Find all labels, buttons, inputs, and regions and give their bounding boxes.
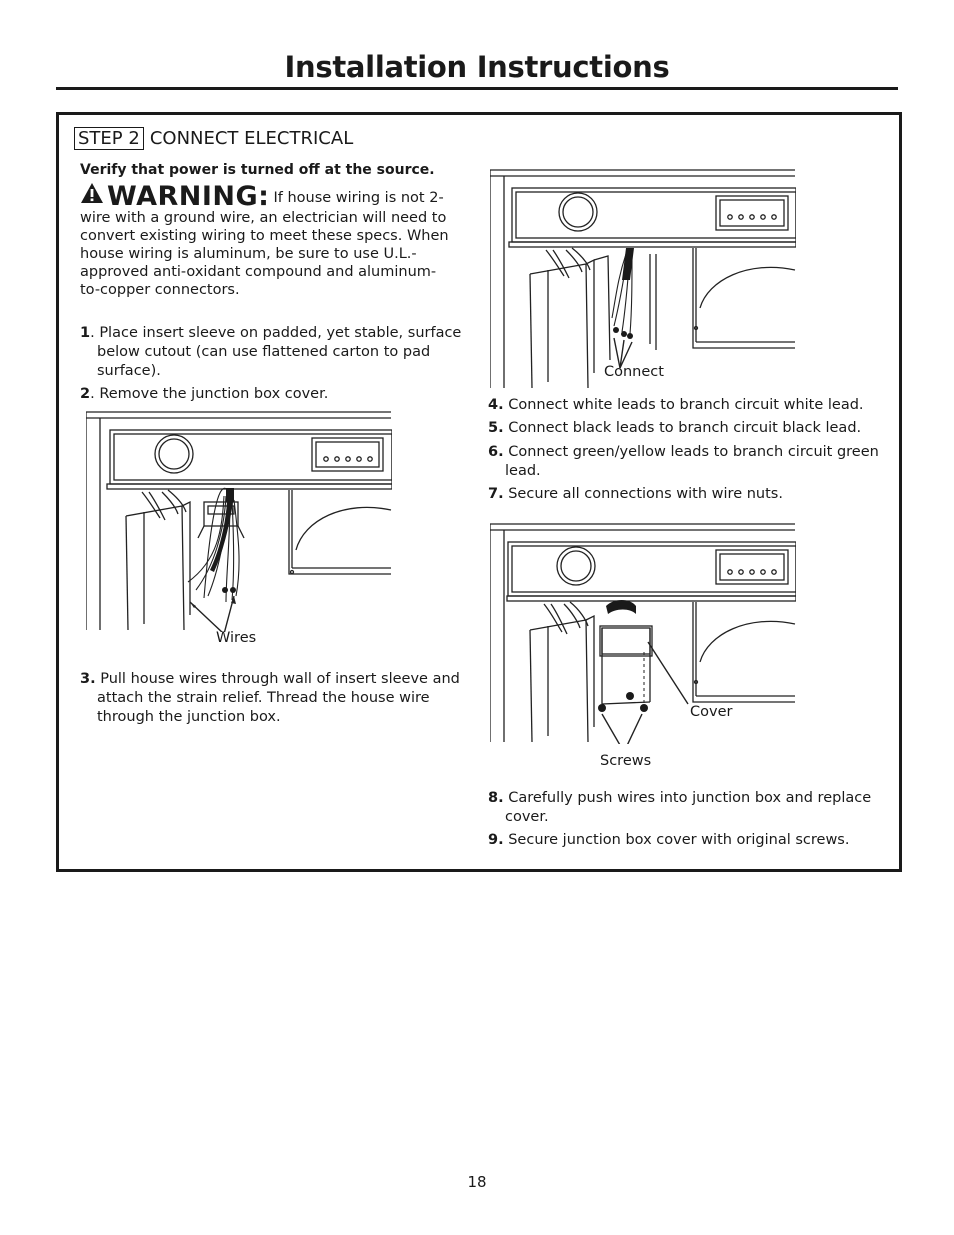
step-item-3 (80, 670, 469, 727)
step-number: 7. (488, 486, 504, 502)
wires-illustration (86, 410, 392, 632)
step-number: 8. (488, 790, 504, 806)
step-number: 9. (488, 832, 504, 848)
page-number: 18 (467, 1173, 487, 1191)
cover-label: Cover (690, 704, 733, 720)
page-title: Installation Instructions (284, 50, 670, 84)
warning-text: If house wiring is not 2-wire with a ground wire, an electrician will need to convert existing wiring to meet these specs. When house wiring is aluminum, be sure to use U.L.-approved anti-oxidant compound and aluminum-to-copper connectors. (80, 190, 449, 298)
figure-wires (86, 410, 392, 636)
step-number: 5. (488, 420, 504, 436)
wires-label: Wires (216, 630, 257, 646)
step-item-5 (488, 419, 897, 438)
step-text: Connect white leads to branch circuit white lead. (508, 397, 864, 413)
verify-power-note: Verify that power is turned off at the source. (80, 162, 435, 178)
step-sep: . (90, 386, 100, 402)
step-item-6 (488, 443, 897, 481)
step-badge: STEP 2 (74, 127, 144, 150)
step-number: 2 (80, 386, 91, 402)
step-number: 6. (488, 444, 504, 460)
step-heading (74, 128, 353, 149)
screws-label: Screws (600, 753, 652, 769)
step-item-9 (488, 831, 897, 850)
step-text: Connect black leads to branch circuit black lead. (508, 420, 862, 436)
step-item-2 (80, 385, 469, 404)
figure-connect (490, 168, 796, 394)
step-text: Carefully push wires into junction box and replace cover. (505, 790, 872, 825)
step-text: Secure all connections with wire nuts. (508, 486, 783, 502)
step-text: Place insert sleeve on padded, yet stable, surface below cutout (can use flattened carton to pad surface). (97, 325, 462, 379)
step-item-1 (80, 324, 469, 381)
step-number: 1 (80, 325, 91, 341)
step-text: Pull house wires through wall of insert sleeve and attach the strain relief. Thread the house wire through the junction box. (97, 671, 460, 725)
step-sep: . (90, 325, 100, 341)
step-item-8 (488, 789, 897, 827)
step-number: 4. (488, 397, 504, 413)
step-item-7 (488, 485, 897, 504)
title-rule (56, 87, 898, 90)
step-text: Remove the junction box cover. (99, 386, 329, 402)
warning-triangle-icon (80, 182, 104, 209)
step-number: 3. (80, 671, 96, 687)
figure-cover (490, 522, 796, 748)
step-text: Connect green/yellow leads to branch circuit green lead. (505, 444, 879, 479)
step-item-4 (488, 396, 897, 415)
cover-illustration (490, 522, 796, 744)
warning-block (80, 182, 452, 299)
connect-illustration (490, 168, 796, 390)
connect-label: Connect (604, 364, 664, 380)
step-text: Secure junction box cover with original screws. (508, 832, 850, 848)
step-title: CONNECT ELECTRICAL (149, 128, 354, 149)
warning-word: WARNING: (107, 181, 270, 212)
